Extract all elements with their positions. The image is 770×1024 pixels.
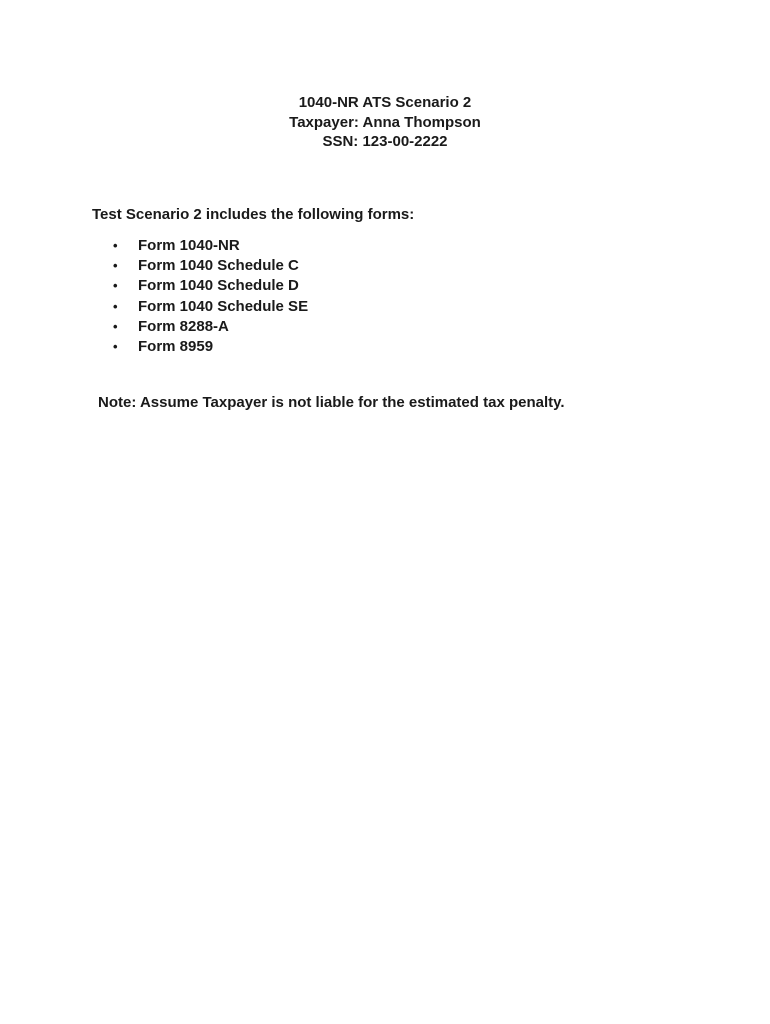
taxpayer-name: Taxpayer: Anna Thompson — [289, 113, 481, 131]
intro-text: Test Scenario 2 includes the following forms: — [92, 206, 415, 223]
note-text: Note: Assume Taxpayer is not liable for the estimated tax penalty. — [98, 394, 565, 411]
form-label: Form 1040-NR — [138, 237, 240, 254]
form-label: Form 1040 Schedule SE — [138, 297, 309, 315]
taxpayer-ssn: SSN: 123-00-2222 — [322, 133, 448, 150]
list-item — [113, 337, 308, 357]
document-header — [0, 93, 770, 152]
document-title: 1040-NR ATS Scenario 2 — [298, 94, 472, 111]
list-item — [113, 276, 308, 296]
bullet-icon: • — [113, 338, 118, 354]
bullet-icon: • — [113, 258, 118, 274]
form-label: Form 8288-A — [138, 317, 229, 335]
bullet-icon: • — [113, 278, 118, 294]
bullet-icon: • — [113, 298, 118, 314]
form-label: Form 1040 Schedule D — [138, 277, 299, 295]
form-label: Form 1040 Schedule C — [138, 257, 299, 275]
bullet-icon: • — [113, 318, 118, 334]
list-item — [113, 256, 308, 276]
list-item — [113, 297, 308, 317]
bullet-icon: • — [113, 238, 118, 253]
list-item — [113, 317, 308, 337]
forms-list — [113, 236, 308, 357]
list-item — [113, 236, 308, 256]
form-label: Form 8959 — [138, 337, 214, 355]
